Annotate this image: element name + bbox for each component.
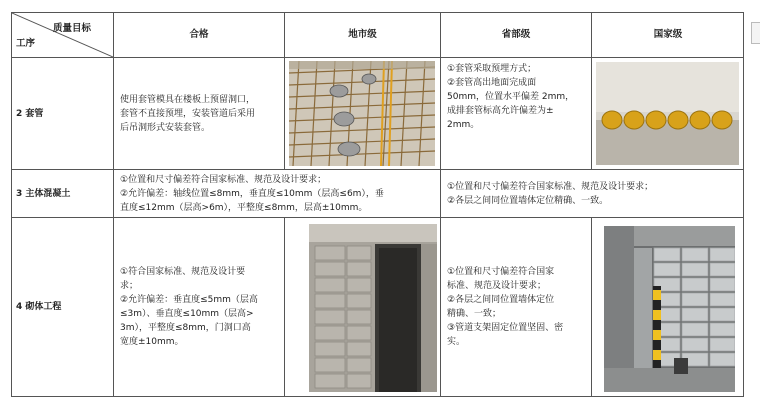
row-masonry-qualified [114,218,285,396]
row-masonry-national [592,218,744,396]
embedded-sleeve-photo [596,62,739,165]
header-national-level: 国家级 [592,13,744,58]
sleeve-qualified-text: 使用套管模具在楼板上预留洞口， 套管不直接预埋，安装管道后采用 后吊洞形式安装套管。 [120,94,256,133]
rebar-sleeve-photo [289,61,435,166]
header-process: 工序 [16,38,36,49]
row-concrete-qualified [114,170,441,218]
side-scroll-tab[interactable] [751,22,760,44]
masonry-qualified-text: ①符合国家标准、规范及设计要 求； ②允许偏差：垂直度≤5mm（层高 ≤3m）、垂直度≤10mm（层高> 3m），平整度≤8mm，门洞口高 宽度±10mm。 [120,267,258,347]
header-city-level: 地市级 [285,13,441,58]
row-masonry-provincial [441,218,592,396]
row-label-concrete: 3 主体混凝土 [12,170,114,218]
masonry-provincial-text: ①位置和尺寸偏差符合国家 标准、规范及设计要求； ②各层之间同位置墙体定位 精确、一致； ③管道支架固定位置坚固、密 实。 [447,267,564,347]
concrete-qualified-text: ①位置和尺寸偏差符合国家标准、规范及设计要求； ②允许偏差：轴线位置≤8mm，垂直度≤10mm（层高≤6m），垂 直度≤12mm（层高>6m），平整度≤8mm，层高±10mm。 [120,175,384,213]
row-sleeve-city [285,58,441,170]
block-wall-photo [604,226,735,392]
header-qualified: 合格 [114,13,285,58]
concrete-provincial-text: ①位置和尺寸偏差符合国家标准、规范及设计要求； ②各层之间同位置墙体定位精确、一致。 [447,181,654,206]
masonry-doorway-photo [309,224,437,392]
row-label-sleeve: 2 套管 [12,58,114,170]
header-corner-cell [12,13,114,58]
row-label-masonry: 4 砌体工程 [12,218,114,396]
quality-standard-table [11,12,744,397]
sleeve-provincial-text: ①套管采取预埋方式； ②套管高出地面完成面 50mm，位置水平偏差 2mm， 成排套管标高允许偏差为± 2mm。 [447,64,575,130]
row-masonry-city [285,218,441,396]
row-sleeve-qualified [114,58,285,170]
row-sleeve-provincial [441,58,592,170]
row-sleeve-national [592,58,744,170]
header-quality-target: 质量目标 [52,23,91,34]
row-concrete-provincial [441,170,744,218]
header-provincial-level: 省部级 [441,13,592,58]
